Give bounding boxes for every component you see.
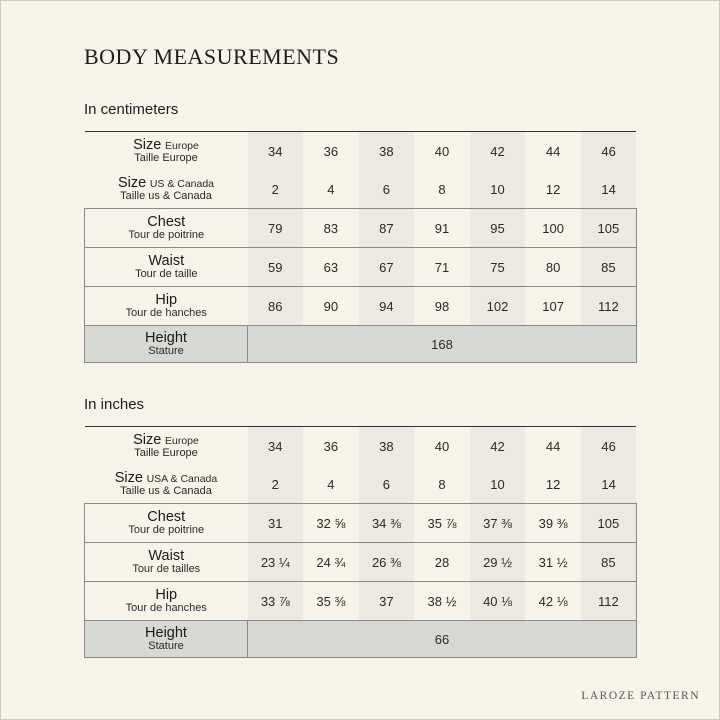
cm-hip-cell: 86 — [248, 287, 304, 326]
cm-height-value: 168 — [248, 326, 637, 363]
inch-hip-cell: 42 ⅛ — [525, 582, 581, 621]
inch-hip-cell: 40 ⅛ — [470, 582, 526, 621]
cm-size-us-cell: 4 — [327, 181, 335, 197]
cm-size-eu-label: Size Europe Taille Europe — [85, 132, 248, 171]
cm-chest-cell: 100 — [525, 209, 581, 248]
inch-size-us-cell: 14 — [581, 465, 637, 504]
cm-chest-cell: 79 — [248, 209, 304, 248]
cm-hip-cell: 107 — [525, 287, 581, 326]
inch-row-chest — [85, 504, 637, 543]
cm-hip-cell: 94 — [359, 287, 415, 326]
inch-hip-cell: 37 — [359, 582, 415, 621]
cm-size-us-cell: 12 — [545, 181, 561, 197]
inch-chest-cell: 39 ⅜ — [525, 504, 581, 543]
inch-row-waist — [85, 543, 637, 582]
cm-size-us-cell: 10 — [470, 170, 526, 209]
cm-row-hip — [85, 287, 637, 326]
cm-size-us-label: Size US & Canada Taille us & Canada — [117, 174, 215, 202]
cm-size-us-cell: 2 — [248, 170, 304, 209]
inch-size-us-cell: 10 — [470, 465, 526, 504]
cm-size-eu-cell: 44 — [525, 132, 581, 171]
inch-size-eu-label: Size Europe Taille Europe — [85, 427, 248, 466]
inch-chest-cell: 32 ⅝ — [303, 504, 359, 543]
inch-table — [84, 426, 637, 658]
inch-size-eu-cell: 38 — [359, 427, 415, 466]
cm-waist-cell: 85 — [581, 248, 637, 287]
inch-chest-label: Chest Tour de poitrine — [85, 504, 248, 543]
cm-size-eu-cell: 34 — [248, 132, 304, 171]
cm-waist-cell: 80 — [525, 248, 581, 287]
cm-chest-cell: 105 — [581, 209, 637, 248]
cm-row-chest — [85, 209, 637, 248]
cm-height-label: Height Stature — [85, 326, 248, 363]
cm-hip-cell: 102 — [470, 287, 526, 326]
cm-waist-label: Waist Tour de taille — [85, 248, 248, 287]
inch-height-label: Height Stature — [85, 621, 248, 658]
cm-row-height — [85, 326, 637, 363]
inch-size-us-label: Size USA & Canada Taille us & Canada — [114, 469, 218, 497]
inch-waist-cell: 23 ¼ — [248, 543, 304, 582]
inch-chest-cell: 35 ⅞ — [414, 504, 470, 543]
inch-size-us-cell: 8 — [438, 476, 446, 492]
cm-chest-cell: 87 — [359, 209, 415, 248]
inch-waist-cell: 24 ¾ — [303, 543, 359, 582]
cm-waist-cell: 63 — [303, 248, 359, 287]
inch-hip-cell: 35 ⅜ — [303, 582, 359, 621]
inch-size-eu-cell: 46 — [581, 427, 637, 466]
page-title: BODY MEASUREMENTS — [84, 44, 340, 69]
inch-size-us-cell: 4 — [327, 476, 335, 492]
cm-hip-cell: 112 — [581, 287, 637, 326]
inch-size-us-cell: 2 — [248, 465, 304, 504]
inch-size-eu-cell: 42 — [470, 427, 526, 466]
inch-hip-label: Hip Tour de hanches — [85, 582, 248, 621]
cm-table — [84, 131, 637, 363]
cm-section-label: In centimeters — [84, 101, 179, 118]
cm-chest-cell: 91 — [414, 209, 470, 248]
inch-hip-cell: 112 — [581, 582, 637, 621]
inch-size-us-cell: 6 — [359, 465, 415, 504]
cm-hip-cell: 98 — [414, 287, 470, 326]
inch-size-eu-cell: 36 — [303, 427, 359, 466]
cm-size-us-cell: 6 — [359, 170, 415, 209]
cm-size-eu-cell: 42 — [470, 132, 526, 171]
inch-row-height — [85, 621, 637, 658]
cm-size-us-cell: 8 — [438, 181, 446, 197]
inch-hip-cell: 38 ½ — [414, 582, 470, 621]
inch-row-hip — [85, 582, 637, 621]
inch-size-eu-cell: 44 — [525, 427, 581, 466]
cm-size-eu-cell: 40 — [414, 132, 470, 171]
inch-waist-cell: 28 — [414, 543, 470, 582]
brand-logo-text: LAROZE PATTERN — [581, 690, 700, 702]
inch-waist-cell: 29 ½ — [470, 543, 526, 582]
inch-waist-cell: 31 ½ — [525, 543, 581, 582]
cm-size-us-cell: 14 — [581, 170, 637, 209]
cm-size-eu-cell: 38 — [359, 132, 415, 171]
cm-size-eu-cell: 36 — [303, 132, 359, 171]
inch-size-eu-cell: 40 — [414, 427, 470, 466]
cm-row-waist — [85, 248, 637, 287]
cm-waist-cell: 71 — [414, 248, 470, 287]
inch-chest-cell: 31 — [248, 504, 304, 543]
inch-size-eu-cell: 34 — [248, 427, 304, 466]
cm-hip-label: Hip Tour de hanches — [85, 287, 248, 326]
cm-hip-cell: 90 — [303, 287, 359, 326]
inch-hip-cell: 33 ⅞ — [248, 582, 304, 621]
inch-height-value: 66 — [248, 621, 637, 658]
cm-waist-cell: 59 — [248, 248, 304, 287]
inch-size-us-cell: 12 — [545, 476, 561, 492]
cm-chest-label: Chest Tour de poitrine — [85, 209, 248, 248]
inch-chest-cell: 34 ⅜ — [359, 504, 415, 543]
inch-row-size-eu — [85, 427, 637, 466]
inch-waist-cell: 26 ⅜ — [359, 543, 415, 582]
inch-row-size-us — [85, 465, 637, 504]
cm-chest-cell: 95 — [470, 209, 526, 248]
cm-waist-cell: 67 — [359, 248, 415, 287]
cm-chest-cell: 83 — [303, 209, 359, 248]
cm-row-size-eu — [85, 132, 637, 171]
inch-chest-cell: 105 — [581, 504, 637, 543]
inch-waist-label: Waist Tour de tailles — [85, 543, 248, 582]
inch-chest-cell: 37 ⅜ — [470, 504, 526, 543]
inch-waist-cell: 85 — [581, 543, 637, 582]
inch-section-label: In inches — [84, 396, 145, 413]
cm-waist-cell: 75 — [470, 248, 526, 287]
cm-row-size-us — [85, 170, 637, 209]
cm-size-eu-cell: 46 — [581, 132, 637, 171]
